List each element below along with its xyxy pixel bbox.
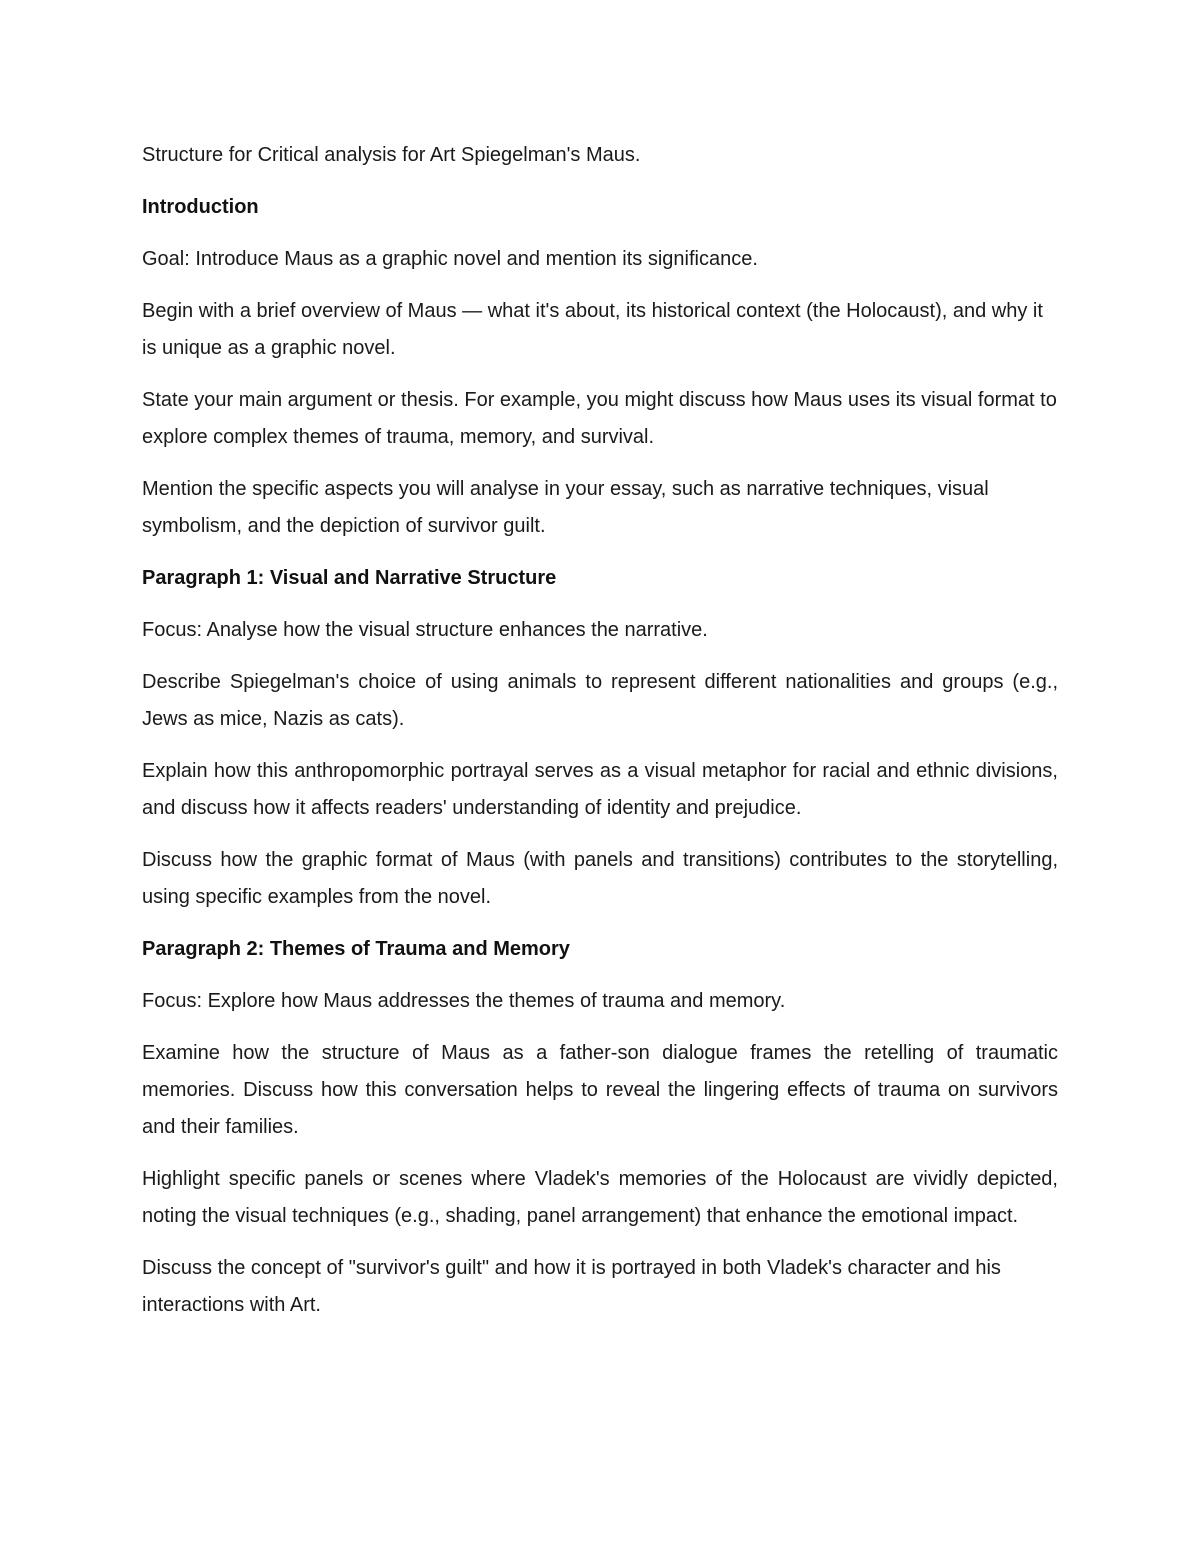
paragraph: Focus: Analyse how the visual structure enhances the narrative. <box>142 619 708 641</box>
paragraph: Focus: Explore how Maus addresses the themes of trauma and memory. <box>142 990 786 1012</box>
paragraph: Describe Spiegelman's choice of using animals to represent different nationalities and groups (e.g., Jews as mice, Nazis as cats). <box>142 671 1058 730</box>
paragraph: State your main argument or thesis. For example, you might discuss how Maus uses its visual format to explore complex themes of trauma, memory, and survival. <box>142 389 1057 448</box>
paragraph: Goal: Introduce Maus as a graphic novel and mention its significance. <box>142 248 758 270</box>
paragraph: Discuss how the graphic format of Maus (with panels and transitions) contributes to the storytelling, using specific examples from the novel. <box>142 849 1058 908</box>
paragraph: Discuss the concept of "survivor's guilt" and how it is portrayed in both Vladek's character and his interactions with Art. <box>142 1257 1001 1316</box>
paragraph: Begin with a brief overview of Maus — what it's about, its historical context (the Holocaust), and why it is unique as a graphic novel. <box>142 300 1043 359</box>
section-heading-introduction: Introduction <box>142 196 259 218</box>
paragraph: Explain how this anthropomorphic portrayal serves as a visual metaphor for racial and ethnic divisions, and discuss how it affects readers' understanding of identity and prejudice. <box>142 760 1058 819</box>
section-heading-paragraph-2: Paragraph 2: Themes of Trauma and Memory <box>142 938 570 960</box>
section-heading-paragraph-1: Paragraph 1: Visual and Narrative Structure <box>142 567 557 589</box>
paragraph: Highlight specific panels or scenes where Vladek's memories of the Holocaust are vividly depicted, noting the visual techniques (e.g., shading, panel arrangement) that enhance the emotional impact. <box>142 1168 1058 1227</box>
document-title: Structure for Critical analysis for Art Spiegelman's Maus. <box>142 144 641 166</box>
paragraph: Examine how the structure of Maus as a father-son dialogue frames the retelling of traumatic memories. Discuss how this conversation helps to reveal the lingering effects of trauma on survivors and their families. <box>142 1042 1058 1138</box>
paragraph: Mention the specific aspects you will analyse in your essay, such as narrative techniques, visual symbolism, and the depiction of survivor guilt. <box>142 478 989 537</box>
document-body <box>142 137 1058 1339</box>
